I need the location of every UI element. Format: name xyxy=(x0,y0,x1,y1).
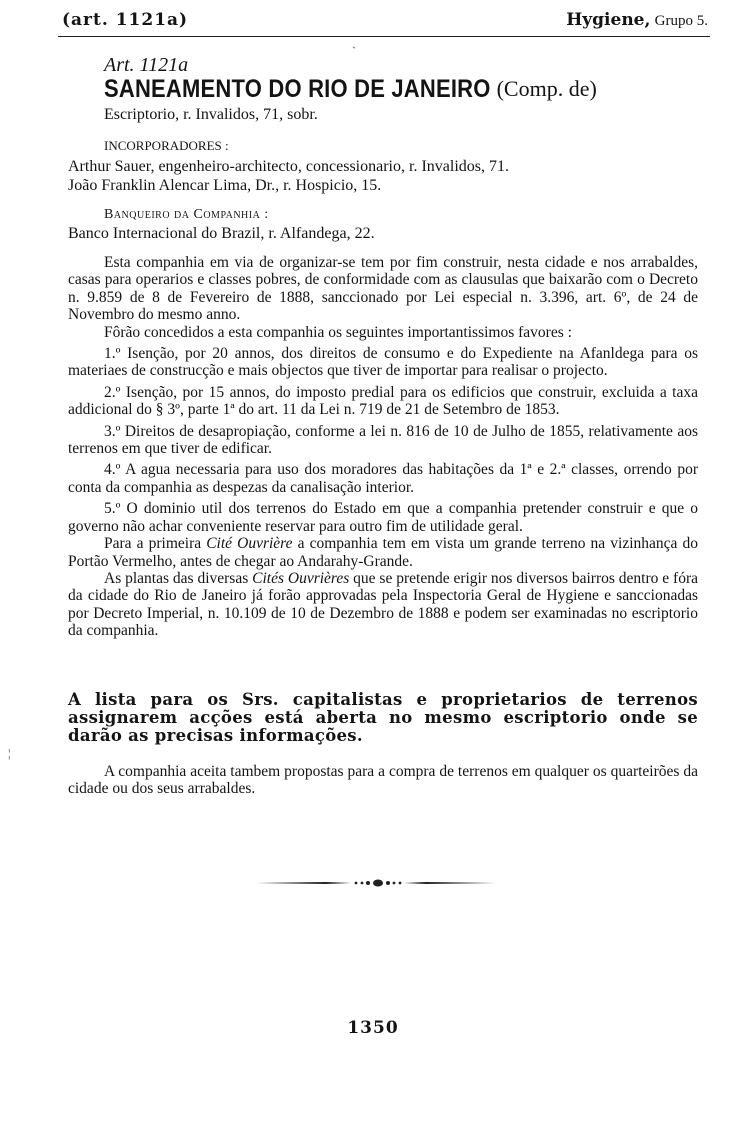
text-run: As plantas das diversas xyxy=(104,569,253,587)
text-run: que se pretende erigir nos diversos bairros dentro e fóra da cidade do Rio de Janeiro já forão approvadas pela Inspectoria Geral de Hygiene e sanccionadas por Decreto Imperial, n. 10.109 de 10 de Dezembro de 1888 e podem ser examinadas no escriptorio da companhia. xyxy=(68,569,698,640)
ornament-divider xyxy=(256,876,496,890)
header-group: Grupo 5. xyxy=(654,13,708,29)
paragraph-plans xyxy=(68,570,698,640)
header-section-bold: Hygiene, xyxy=(566,10,651,30)
paragraph-favours-intro: Fôrão concedidos a esta companhia os seguintes importantissimos favores : xyxy=(104,323,572,341)
founder-line: João Franklin Alencar Lima, Dr., r. Hospicio, 15. xyxy=(68,177,382,194)
favour-item: 1.º Isenção, por 20 annos, dos direitos de consumo e do Expediente na Afanldega para os materiaes de construcção e mais objectos que tiver de importar para realisar o projecto. xyxy=(68,345,698,380)
company-name: SANEAMENTO DO RIO DE JANEIRO xyxy=(104,74,491,103)
office-address: Escriptorio, r. Invalidos, 71, sobr. xyxy=(104,106,318,123)
paragraph-first-site xyxy=(68,535,698,570)
bank-heading: Banqueiro da Companhia : xyxy=(104,207,269,222)
founders-heading: INCORPORADORES : xyxy=(104,138,229,153)
paragraph-land-proposals: A companhia aceita tambem propostas para a compra de terrenos em qualquer os quarteirões da cidade ou dos seus arrabaldes. xyxy=(68,763,698,798)
header-section xyxy=(566,10,708,30)
bank-line: Banco Internacional do Brazil, r. Alfandega, 22. xyxy=(68,225,375,242)
main-text xyxy=(68,254,698,640)
print-speck: ˋ xyxy=(352,44,356,58)
favour-item: 3.º Direitos de desapropiação, conforme a lei n. 816 de 10 de Julho de 1855, relativamente aos terrenos em que tiver de edificar. xyxy=(68,422,698,458)
italic-term: Cités Ouvrières xyxy=(252,569,350,587)
text-run: Para a primeira xyxy=(104,535,207,553)
margin-mark: ¦ xyxy=(8,746,11,760)
header-article-ref: (art. 1121a) xyxy=(62,10,189,30)
closing-text xyxy=(68,763,698,798)
favour-item: 5.º O dominio util dos terrenos do Estado em que a companhia pretender construir e que o governo não achar conveniente reservar para outro fim de utilidade geral. xyxy=(68,500,698,535)
running-header xyxy=(62,8,708,34)
favour-item: 4.º A agua necessaria para uso dos moradores das habitações da 1ª e 2.ª classes, orrendo por conta da companhia as despezas da canalisação interior. xyxy=(68,461,698,496)
company-title xyxy=(104,76,597,102)
article-number: Art. 1121a xyxy=(104,54,189,76)
paragraph-purpose: Esta companhia em via de organizar-se tem por fim construir, nesta cidade e nos arrabaldes, casas para operarios e classes pobres, de conformidade com as clausulas que baixarão com o Decreto n. 9.859 de 8 de Fevereiro de 1888, sanccionado por Lei especial n. 3.396, art. 6º, de 24 de Novembro do mesmo anno. xyxy=(68,254,698,324)
subscription-notice: A lista para os Srs. capitalistas e proprietarios de terrenos assignarem acções está aberta no mesmo escriptorio onde se darão as precisas informações. xyxy=(68,690,698,745)
italic-term: Cité Ouvrière xyxy=(206,535,293,553)
founder-line: Arthur Sauer, engenheiro-architecto, concessionario, r. Invalidos, 71. xyxy=(68,158,509,175)
text-run: a companhia tem em vista um grande terreno na vizinhança do Portão Vermelho, antes de chegar ao Andarahy-Grande. xyxy=(68,535,698,570)
page-number: 1350 xyxy=(347,1018,399,1038)
favour-item: 2.º Isenção, por 15 annos, do imposto predial para os edificios que construir, excluida a taxa addicional do § 3º, parte 1ª do art. 11 da Lei n. 719 de 21 de Setembro de 1853. xyxy=(68,383,698,419)
company-type: (Comp. de) xyxy=(496,76,597,101)
header-rule xyxy=(58,36,710,37)
